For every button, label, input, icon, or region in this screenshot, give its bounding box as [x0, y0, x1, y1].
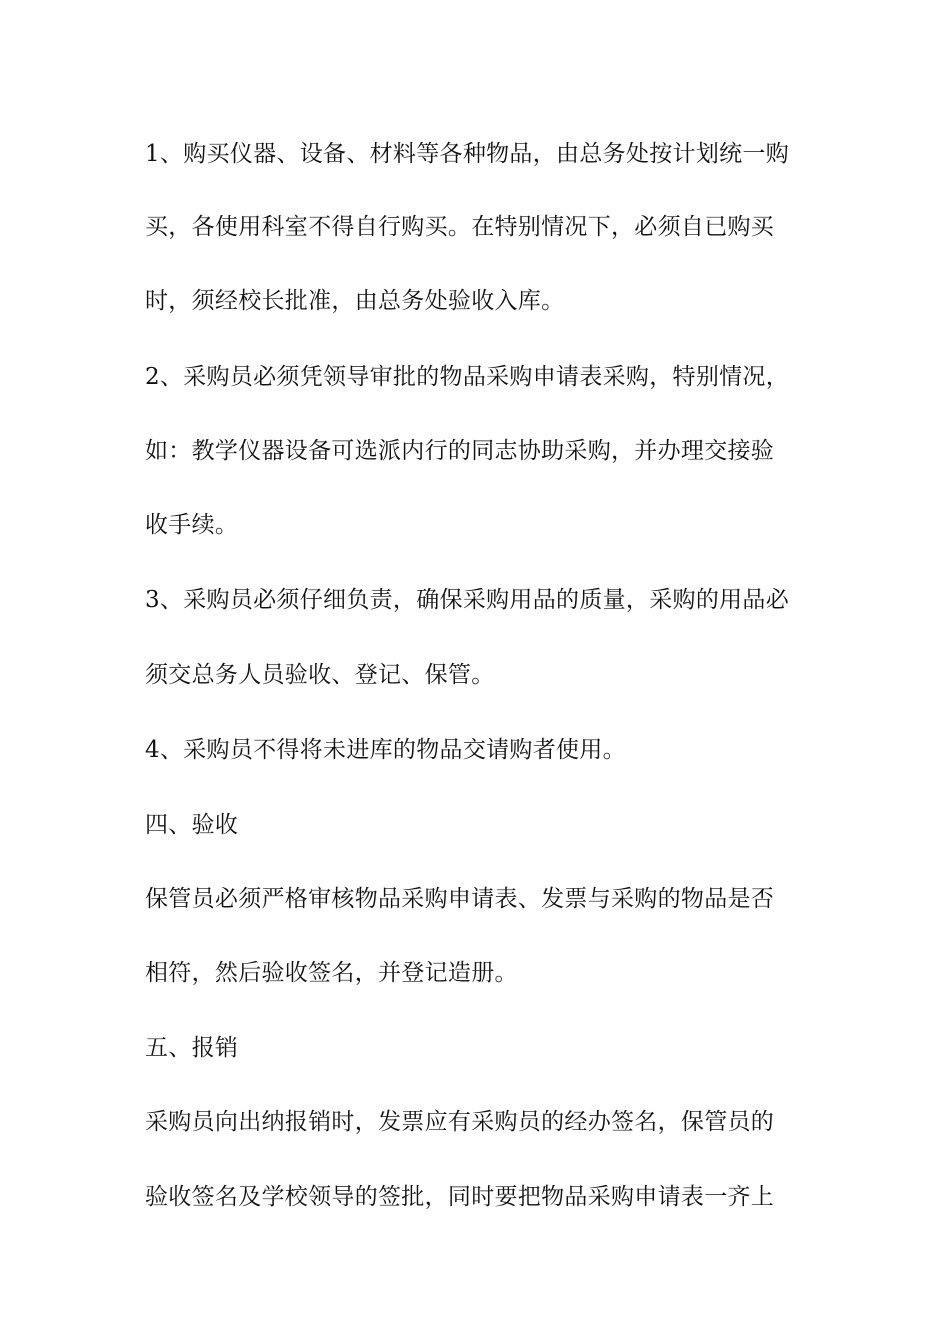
text-line-item1-part1: 1、购买仪器、设备、材料等各种物品，由总务处按计划统一购: [145, 141, 790, 167]
text-line-item4: 4、采购员不得将未进库的物品交请购者使用。: [145, 737, 626, 763]
text-line-item1-part3: 时，须经校长批准，由总务处验收入库。: [145, 288, 565, 314]
text-line-item2-part3: 收手续。: [145, 512, 239, 538]
text-line-acceptance-part1: 保管员必须严格审核物品采购申请表、发票与采购的物品是否: [145, 886, 775, 912]
section-heading-reimbursement: 五、报销: [145, 1035, 239, 1061]
text-line-reimbursement-part2: 验收签名及学校领导的签批，同时要把物品采购申请表一齐上: [145, 1184, 775, 1210]
text-line-acceptance-part2: 相符，然后验收签名，并登记造册。: [145, 960, 518, 986]
text-line-item3-part2: 须交总务人员验收、登记、保管。: [145, 662, 495, 688]
text-line-item2-part1: 2、采购员必须凭领导审批的物品采购申请表采购，特别情况，: [145, 364, 790, 390]
text-line-reimbursement-part1: 采购员向出纳报销时，发票应有采购员的经办签名，保管员的: [145, 1109, 775, 1135]
text-line-item1-part2: 买，各使用科室不得自行购买。在特别情况下，必须自已购买: [145, 214, 775, 240]
text-line-item2-part2: 如：教学仪器设备可选派内行的同志协助采购，并办理交接验: [145, 438, 775, 464]
section-heading-acceptance: 四、验收: [145, 812, 239, 838]
text-line-item3-part1: 3、采购员必须仔细负责，确保采购用品的质量，采购的用品必: [145, 587, 790, 613]
